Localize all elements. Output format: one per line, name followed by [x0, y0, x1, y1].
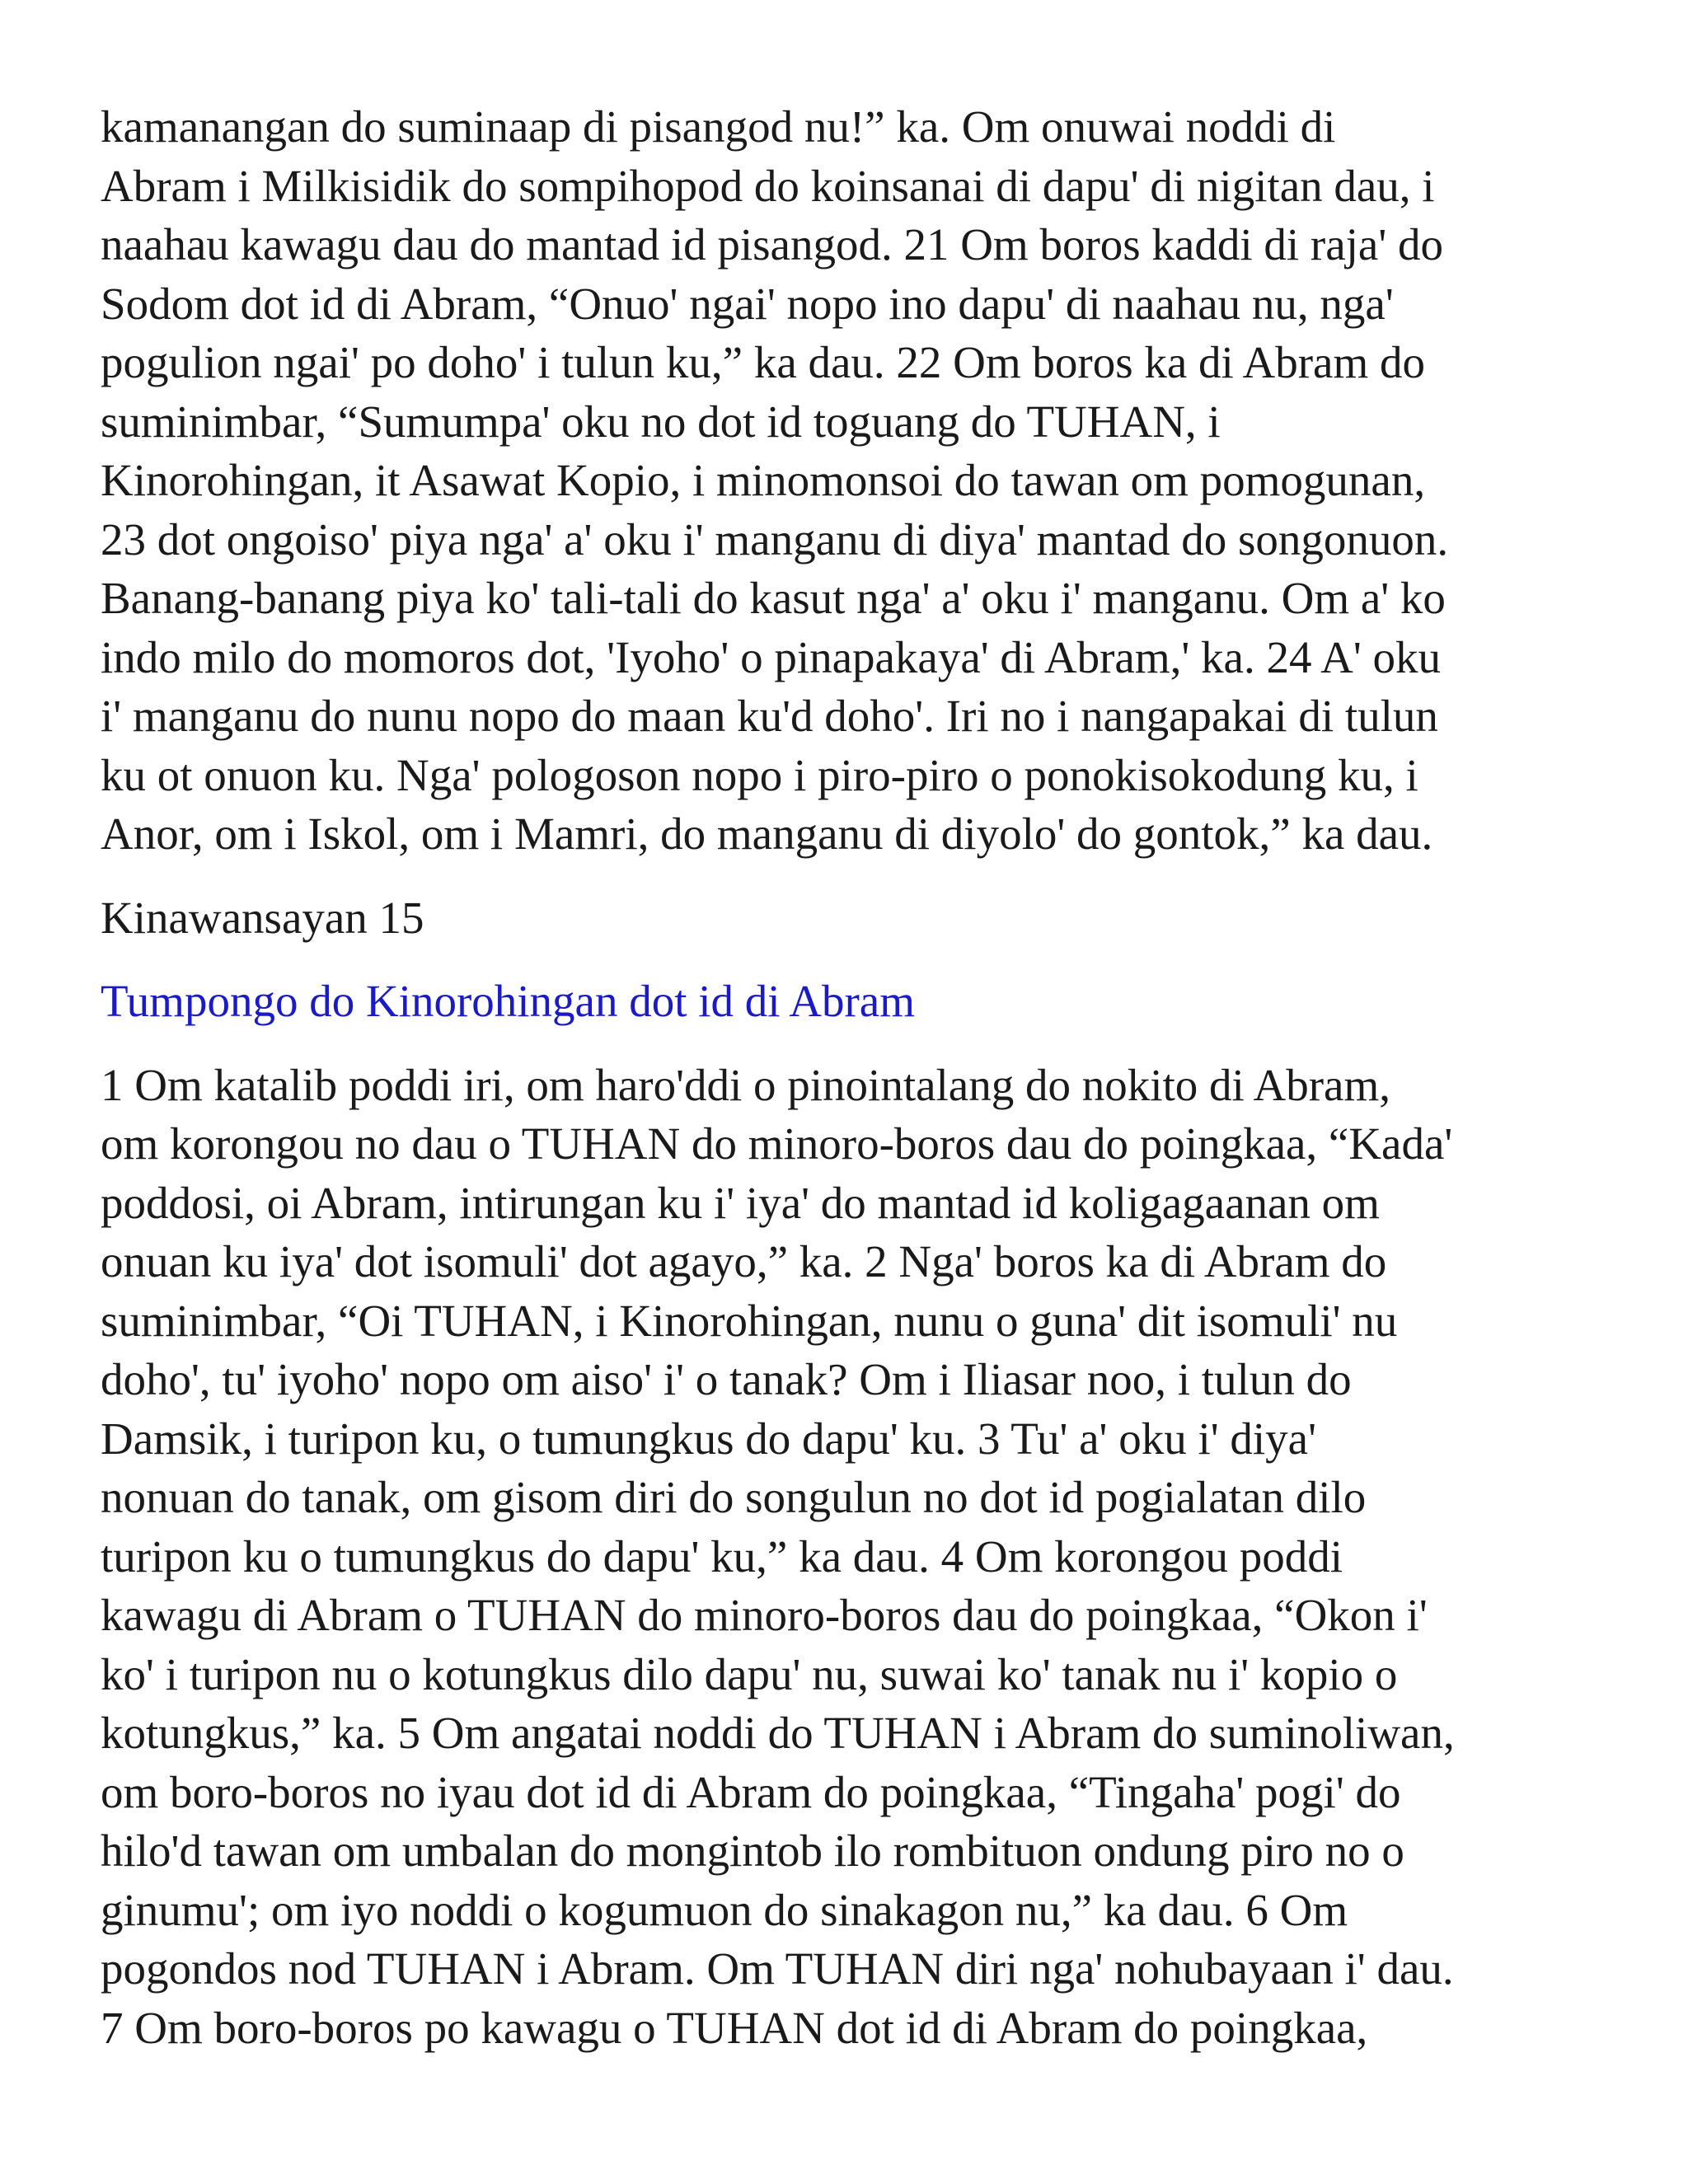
text-line: pogondos nod TUHAN i Abram. Om TUHAN diri nga' nohubayaan i' dau. [101, 1943, 1454, 1994]
section-heading: Tumpongo do Kinorohingan dot id di Abram [101, 976, 915, 1026]
text-line: ginumu'; om iyo noddi o kogumuon do sinakagon nu,” ka dau. 6 Om [101, 1884, 1348, 1935]
text-line: 7 Om boro-boros po kawagu o TUHAN dot id di Abram do poingkaa, [101, 2002, 1368, 2053]
text-line: suminimbar, “Oi TUHAN, i Kinorohingan, nunu o guna' dit isomuli' nu [101, 1295, 1398, 1346]
text-line: kamanangan do suminaap di pisangod nu!” ka. Om onuwai noddi di [101, 101, 1336, 152]
text-line: poddosi, oi Abram, intirungan ku i' iya' do mantad id koligagaanan om [101, 1177, 1380, 1228]
text-line: ku ot onuon ku. Nga' pologoson nopo i piro-piro o ponokisokodung ku, i [101, 749, 1418, 800]
text-line: doho', tu' iyoho' nopo om aiso' i' o tanak? Om i Iliasar noo, i tulun do [101, 1354, 1352, 1404]
text-line: 23 dot ongoiso' piya nga' a' oku i' manganu di diya' mantad do songonuon. [101, 513, 1449, 565]
text-line: kawagu di Abram o TUHAN do minoro-boros dau do poingkaa, “Okon i' [101, 1590, 1428, 1640]
text-line: Banang-banang piya ko' tali-tali do kasut nga' a' oku i' manganu. Om a' ko [101, 573, 1446, 623]
text-line: ko' i turipon nu o kotungkus dilo dapu' nu, suwai ko' tanak nu i' kopio o [101, 1648, 1398, 1699]
text-line: hilo'd tawan om umbalan do mongintob ilo rombituon ondung piro no o [101, 1825, 1404, 1876]
text-line: suminimbar, “Sumumpa' oku no dot id toguang do TUHAN, i [101, 396, 1221, 447]
text-line: onuan ku iya' dot isomuli' dot agayo,” ka. 2 Nga' boros ka di Abram do [101, 1236, 1387, 1286]
text-line: Kinorohingan, it Asawat Kopio, i minomonsoi do tawan om pomogunan, [101, 455, 1426, 505]
text-line: Abram i Milkisidik do sompihopod do koinsanai di dapu' di nigitan dau, i [101, 160, 1435, 211]
text-line: nonuan do tanak, om gisom diri do songulun no dot id pogialatan dilo [101, 1472, 1367, 1522]
text-line: om boro-boros no iyau dot id di Abram do poingkaa, “Tingaha' pogi' do [101, 1766, 1401, 1817]
text-line: Sodom dot id di Abram, “Onuo' ngai' nopo ino dapu' di naahau nu, nga' [101, 278, 1394, 329]
text-line: naahau kawagu dau do mantad id pisangod. 21 Om boros kaddi di raja' do [101, 219, 1443, 269]
document-page [101, 97, 1617, 2057]
text-line: pogulion ngai' po doho' i tulun ku,” ka dau. 22 Om boros ka di Abram do [101, 337, 1426, 387]
text-line: indo milo do momoros dot, 'Iyoho' o pinapakaya' di Abram,' ka. 24 A' oku [101, 631, 1442, 682]
text-line: 1 Om katalib poddi iri, om haro'ddi o pinointalang do nokito di Abram, [101, 1059, 1391, 1110]
paragraph-continuation [101, 97, 1617, 864]
text-line: Damsik, i turipon ku, o tumungkus do dapu' ku. 3 Tu' a' oku i' diya' [101, 1413, 1316, 1464]
text-line: om korongou no dau o TUHAN do minoro-boros dau do poingkaa, “Kada' [101, 1118, 1453, 1169]
text-line: i' manganu do nunu nopo do maan ku'd doho'. Iri no i nangapakai di tulun [101, 691, 1438, 741]
text-line: Anor, om i Iskol, om i Mamri, do manganu di diyolo' do gontok,” ka dau. [101, 808, 1433, 859]
text-line: kotungkus,” ka. 5 Om angatai noddi do TUHAN i Abram do suminoliwan, [101, 1708, 1455, 1758]
chapter-label: Kinawansayan 15 [101, 892, 424, 943]
paragraph-verses [101, 1056, 1617, 2058]
text-line: turipon ku o tumungkus do dapu' ku,” ka dau. 4 Om korongou poddi [101, 1530, 1343, 1582]
